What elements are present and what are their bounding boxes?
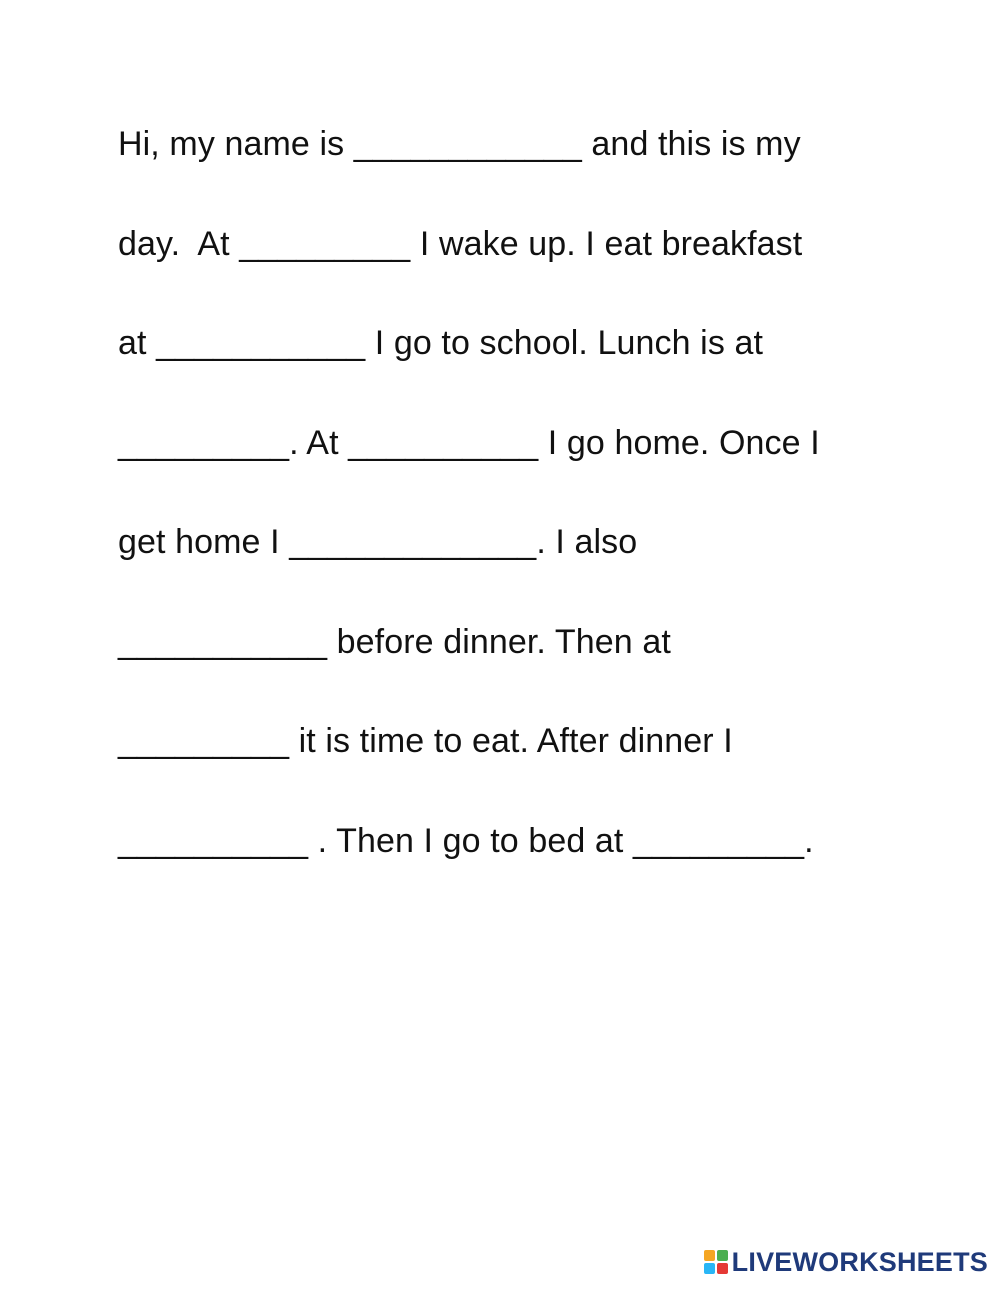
liveworksheets-logo	[704, 1247, 988, 1277]
liveworksheets-logo-text: LIVEWORKSHEETS	[731, 1247, 988, 1277]
worksheet-line-5: get home I _____________. I also	[118, 523, 638, 561]
worksheet-line-1: Hi, my name is ____________ and this is my	[118, 125, 801, 163]
worksheet-line-4: _________. At __________ I go home. Once I	[118, 423, 820, 462]
logo-square-4	[717, 1263, 728, 1274]
liveworksheets-logo-icon	[704, 1250, 728, 1274]
worksheet-text	[118, 115, 918, 911]
logo-square-2	[717, 1250, 728, 1261]
worksheet-line-6: ___________ before dinner. Then at	[118, 622, 671, 661]
worksheet-line-7: _________ it is time to eat. After dinner I	[118, 722, 733, 760]
logo-square-3	[704, 1263, 715, 1274]
logo-square-1	[704, 1250, 715, 1261]
worksheet-line-8: __________ . Then I go to bed at _________.	[118, 821, 814, 860]
worksheet-line-3: at ___________ I go to school. Lunch is at	[118, 324, 764, 362]
worksheet-line-2: day. At _________ I wake up. I eat breakfast	[118, 224, 803, 263]
